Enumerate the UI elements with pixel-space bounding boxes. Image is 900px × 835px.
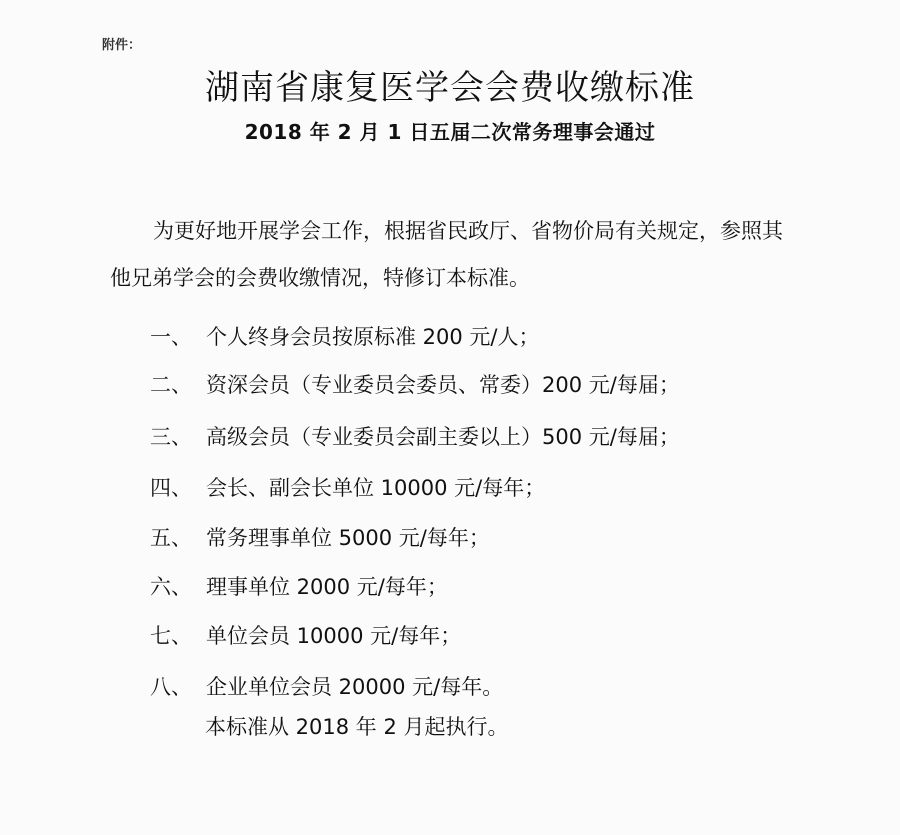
fee-item-number: 五、 bbox=[150, 526, 192, 550]
fee-item-text: 会长、副会长单位 10000 元/每年； bbox=[206, 476, 546, 500]
fee-item-2 bbox=[150, 369, 680, 399]
fee-item-5 bbox=[150, 522, 490, 552]
fee-item-number: 四、 bbox=[150, 476, 192, 500]
fee-item-text: 资深会员（专业委员会委员、常委）200 元/每届； bbox=[206, 373, 680, 397]
fee-item-number: 三、 bbox=[150, 425, 192, 449]
fee-item-text: 企业单位会员 20000 元/每年。 bbox=[206, 675, 504, 699]
fee-item-number: 二、 bbox=[150, 373, 192, 397]
fee-item-text: 个人终身会员按原标准 200 元/人； bbox=[206, 325, 540, 349]
document-subtitle: 2018 年 2 月 1 日五届二次常务理事会通过 bbox=[244, 120, 656, 144]
fee-item-text: 理事单位 2000 元/每年； bbox=[206, 575, 448, 599]
fee-item-text: 单位会员 10000 元/每年； bbox=[206, 624, 462, 648]
document-title: 湖南省康复医学会会费收缴标准 bbox=[205, 68, 695, 108]
intro-paragraph: 为更好地开展学会工作，根据省民政厅、省物价局有关规定，参照其他兄弟学会的会费收缴情况，特修订本标准。 bbox=[110, 219, 783, 290]
attachment-label: 附件： bbox=[102, 38, 142, 53]
fee-item-text: 高级会员（专业委员会副主委以上）500 元/每届； bbox=[206, 425, 680, 449]
closing-statement: 本标准从 2018 年 2 月起执行。 bbox=[205, 715, 509, 739]
fee-item-number: 一、 bbox=[150, 325, 192, 349]
fee-item-3 bbox=[150, 421, 680, 451]
fee-item-4 bbox=[150, 472, 545, 502]
fee-item-number: 六、 bbox=[150, 575, 192, 599]
fee-item-number: 七、 bbox=[150, 624, 192, 648]
fee-item-7 bbox=[150, 620, 461, 650]
fee-item-8 bbox=[150, 671, 503, 701]
fee-item-6 bbox=[150, 571, 448, 601]
fee-item-number: 八、 bbox=[150, 675, 192, 699]
fee-item-1 bbox=[150, 321, 540, 351]
fee-item-text: 常务理事单位 5000 元/每年； bbox=[206, 526, 490, 550]
